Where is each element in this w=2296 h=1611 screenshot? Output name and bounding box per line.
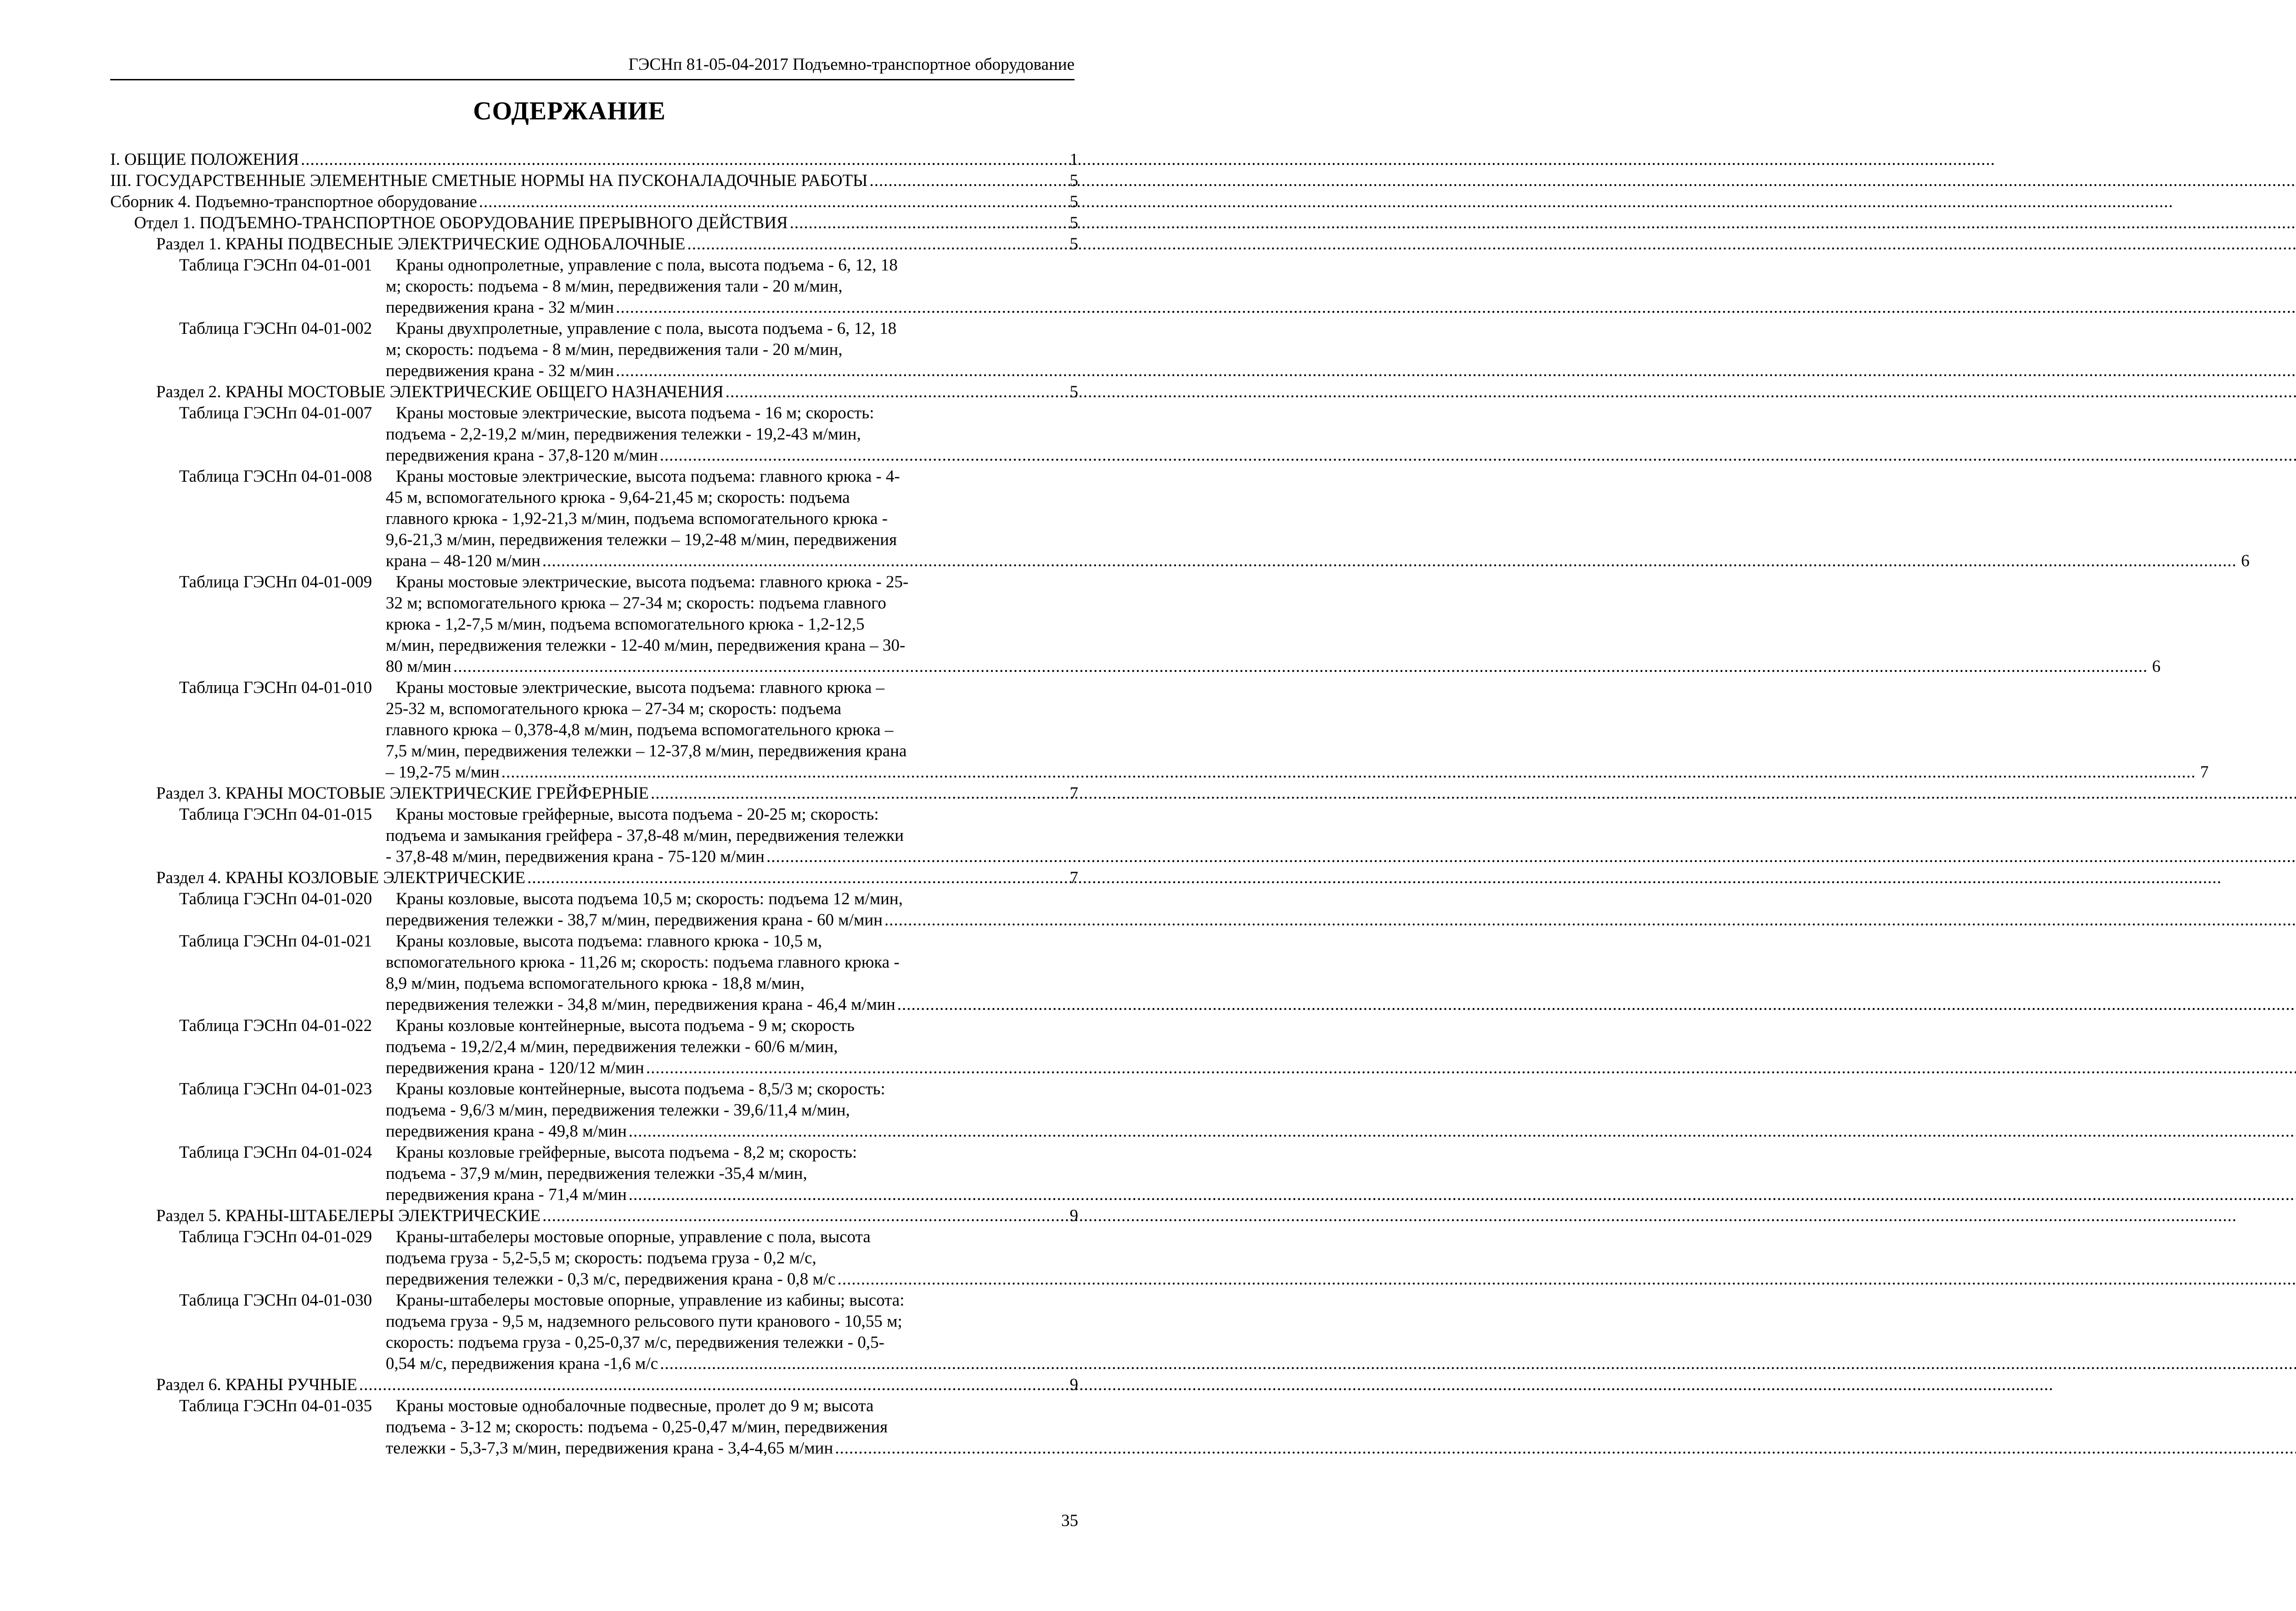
dot-leader (629, 1184, 2296, 1205)
page-title: СОДЕРЖАНИЕ (473, 97, 666, 125)
toc-entry[interactable] (110, 213, 1078, 234)
toc-table-desc (386, 255, 2296, 318)
toc-entry[interactable] (110, 234, 1078, 255)
dot-leader (646, 1058, 2296, 1079)
toc-table-code: Таблица ГЭСНп 04-01-007 (179, 404, 372, 422)
toc-table-desc-line: передвижения крана - 71,4 м/мин (386, 1185, 627, 1204)
toc-table-desc (386, 1227, 2296, 1290)
toc-entry-page: 9 (1069, 1206, 1078, 1225)
toc-entry-page: 1 (1069, 150, 1078, 169)
dot-leader (527, 867, 1065, 889)
dot-leader (835, 1438, 2296, 1459)
toc-table-desc (386, 1290, 2296, 1374)
toc-table-desc-line: передвижения крана - 120/12 м/мин (386, 1059, 644, 1077)
toc-table-code: Таблица ГЭСНп 04-01-021 (179, 932, 372, 951)
toc-entry-label: Раздел 4. КРАНЫ КОЗЛОВЫЕ ЭЛЕКТРИЧЕСКИЕ (156, 868, 526, 887)
toc-entry-page: 5 (1069, 383, 1078, 401)
dot-leader (687, 234, 1065, 255)
toc-table-code: Таблица ГЭСНп 04-01-030 (179, 1291, 372, 1310)
toc-entry-label: Раздел 3. КРАНЫ МОСТОВЫЕ ЭЛЕКТРИЧЕСКИЕ ГРЕЙФЕРНЫЕ (156, 784, 649, 803)
dot-leader (897, 994, 2296, 1015)
toc-table-code: Таблица ГЭСНп 04-01-035 (179, 1397, 372, 1415)
dot-leader (542, 1205, 1065, 1227)
running-header-text: ГЭСНп 81-05-04-2017 Подъемно-транспортное оборудование (628, 55, 1075, 74)
toc-table-code: Таблица ГЭСНп 04-01-020 (179, 890, 372, 908)
toc-table-desc-line: Краны однопролетные, управление с пола, высота подъема - 6, 12, 18 (396, 256, 898, 275)
dot-leader (660, 1353, 2296, 1374)
toc-table-desc-line: – 19,2-75 м/мин (386, 763, 500, 782)
toc-table-code: Таблица ГЭСНп 04-01-029 (179, 1228, 372, 1246)
dot-leader (629, 1121, 2296, 1142)
toc-table-desc-line: передвижения крана - 49,8 м/мин (386, 1122, 627, 1141)
toc-entry-label: Раздел 6. КРАНЫ РУЧНЫЕ (156, 1375, 357, 1394)
dot-leader (301, 149, 1065, 170)
toc-table-code: Таблица ГЭСНп 04-01-022 (179, 1016, 372, 1035)
toc-table-desc-line: Краны мостовые грейферные, высота подъема - 20-25 м; скорость: (396, 805, 879, 824)
toc-table-desc-line: 32 м; вспомогательного крюка – 27-34 м; скорость: подъема главного (386, 594, 886, 613)
dot-leader (869, 170, 1065, 192)
toc-table-desc-line: крюка - 1,2-7,5 м/мин, подъема вспомогательного крюка - 1,2-12,5 (386, 615, 865, 634)
toc-table-desc-line: м; скорость: подъема - 8 м/мин, передвижения тали - 20 м/мин, (386, 340, 843, 359)
dot-leader (479, 192, 1065, 213)
toc-table-entry[interactable] (110, 677, 2209, 783)
toc-table-desc-line: скорость: подъема груза - 0,25-0,37 м/с, передвижения тележки - 0,5- (386, 1333, 884, 1352)
toc-table-desc-line: Краны мостовые электрические, высота подъема: главного крюка – (396, 678, 884, 697)
toc-table-entry[interactable] (110, 1227, 1078, 1290)
toc-table-code: Таблица ГЭСНп 04-01-010 (179, 678, 372, 697)
toc-table-desc-line: подъема и замыкания грейфера - 37,8-48 м/мин, передвижения тележки (386, 826, 904, 845)
toc-table-entry[interactable] (110, 255, 1078, 318)
toc-entry[interactable] (110, 1374, 1078, 1396)
dot-leader (884, 910, 2296, 931)
dot-leader (766, 846, 2296, 867)
dot-leader (651, 783, 1065, 804)
toc-table-desc-line: подъема - 37,9 м/мин, передвижения тележки -35,4 м/мин, (386, 1164, 807, 1183)
toc-table-desc (386, 403, 2296, 466)
toc-entry[interactable] (110, 170, 1078, 192)
page-number: 35 (1061, 1511, 1078, 1530)
toc-entry-page: 5 (1069, 214, 1078, 232)
toc-table-entry[interactable] (110, 572, 2161, 677)
toc-table-entry[interactable] (110, 1142, 1078, 1205)
toc-table-desc (386, 804, 2296, 867)
running-header (110, 53, 1075, 80)
toc-table-desc-line: главного крюка – 0,378-4,8 м/мин, подъема вспомогательного крюка – (386, 721, 894, 739)
toc-table-desc-line: Краны-штабелеры мостовые опорные, управление с пола, высота (396, 1228, 871, 1246)
toc-table-desc-line: Краны двухпролетные, управление с пола, высота подъема - 6, 12, 18 (396, 319, 897, 338)
toc-table-entry[interactable] (110, 1396, 1078, 1459)
toc-entry-page: 5 (1069, 171, 1078, 190)
table-of-contents (110, 149, 2250, 1459)
toc-table-desc (386, 572, 2161, 677)
toc-table-desc-line: подъема - 2,2-19,2 м/мин, передвижения тележки - 19,2-43 м/мин, (386, 425, 861, 444)
toc-table-code: Таблица ГЭСНп 04-01-015 (179, 805, 372, 824)
toc-table-desc-line: подъема - 3-12 м; скорость: подъема - 0,25-0,47 м/мин, передвижения (386, 1418, 888, 1436)
dot-leader (453, 656, 2148, 677)
toc-table-desc-line: 80 м/мин (386, 657, 451, 676)
toc-table-desc (386, 466, 2250, 572)
toc-table-desc-line: передвижения тележки - 34,8 м/мин, передвижения крана - 46,4 м/мин (386, 995, 895, 1014)
toc-table-desc-line: передвижения крана - 32 м/мин (386, 361, 614, 380)
toc-entry-page: 5 (1069, 235, 1078, 253)
toc-table-desc-line: Краны мостовые однобалочные подвесные, пролет до 9 м; высота (396, 1397, 874, 1415)
dot-leader (838, 1269, 2296, 1290)
toc-table-desc (386, 931, 2296, 1015)
toc-table-entry[interactable] (110, 318, 1078, 382)
toc-entry-label: Раздел 5. КРАНЫ-ШТАБЕЛЕРЫ ЭЛЕКТРИЧЕСКИЕ (156, 1206, 541, 1225)
toc-table-desc-line: передвижения тележки - 38,7 м/мин, передвижения крана - 60 м/мин (386, 911, 883, 929)
toc-table-desc-line: 7,5 м/мин, передвижения тележки – 12-37,8 м/мин, передвижения крана (386, 742, 907, 760)
dot-leader (542, 551, 2237, 572)
toc-table-entry[interactable] (110, 889, 1078, 931)
toc-table-desc (386, 1079, 2296, 1142)
toc-entry-label: I. ОБЩИЕ ПОЛОЖЕНИЯ (110, 150, 299, 169)
toc-table-desc-line: подъема - 9,6/3 м/мин, передвижения тележки - 39,6/11,4 м/мин, (386, 1101, 850, 1120)
toc-table-desc-line: передвижения крана - 32 м/мин (386, 298, 614, 317)
toc-entry[interactable] (110, 783, 1078, 804)
toc-table-code: Таблица ГЭСНп 04-01-009 (179, 573, 372, 591)
toc-table-desc-line: Краны козловые грейферные, высота подъема - 8,2 м; скорость: (396, 1143, 857, 1162)
toc-table-desc-line: крана – 48-120 м/мин (386, 552, 540, 570)
dot-leader (616, 361, 2296, 382)
toc-table-desc-line: подъема - 19,2/2,4 м/мин, передвижения тележки - 60/6 м/мин, (386, 1037, 838, 1056)
toc-table-desc-line: Краны мостовые электрические, высота подъема: главного крюка - 4- (396, 467, 900, 486)
toc-entry[interactable] (110, 382, 1078, 403)
toc-table-desc (386, 1142, 2296, 1205)
toc-table-desc-line: передвижения крана - 37,8-120 м/мин (386, 446, 658, 465)
toc-table-code: Таблица ГЭСНп 04-01-008 (179, 467, 372, 486)
toc-table-desc-line: тележки - 5,3-7,3 м/мин, передвижения крана - 3,4-4,65 м/мин (386, 1439, 833, 1458)
toc-table-desc (386, 889, 2296, 931)
toc-table-desc-line: 25-32 м, вспомогательного крюка – 27-34 м; скорость: подъема (386, 699, 842, 718)
toc-entry[interactable] (110, 867, 1078, 889)
toc-table-desc-line: м; скорость: подъема - 8 м/мин, передвижения тали - 20 м/мин, (386, 277, 843, 296)
toc-entry-page: 7 (1069, 868, 1078, 887)
toc-table-desc-line: вспомогательного крюка - 11,26 м; скорость: подъема главного крюка - (386, 953, 900, 972)
toc-table-desc-line: передвижения тележки - 0,3 м/с, передвижения крана - 0,8 м/с (386, 1270, 836, 1289)
toc-table-desc-line: подъема груза - 5,2-5,5 м; скорость: подъема груза - 0,2 м/с, (386, 1249, 816, 1267)
toc-entry-label: Отдел 1. ПОДЪЕМНО-ТРАНСПОРТНОЕ ОБОРУДОВАНИЕ ПРЕРЫВНОГО ДЕЙСТВИЯ (134, 214, 788, 232)
toc-table-desc-line: 45 м, вспомогательного крюка - 9,64-21,45 м; скорость: подъема (386, 488, 850, 507)
toc-entry-label: Раздел 2. КРАНЫ МОСТОВЫЕ ЭЛЕКТРИЧЕСКИЕ ОБЩЕГО НАЗНАЧЕНИЯ (156, 383, 724, 401)
toc-table-desc-line: 0,54 м/с, передвижения крана -1,6 м/с (386, 1354, 658, 1373)
toc-table-desc-line: 8,9 м/мин, подъема вспомогательного крюка - 18,8 м/мин, (386, 974, 805, 993)
toc-table-desc-line: Краны мостовые электрические, высота подъема: главного крюка - 25- (396, 573, 909, 591)
toc-table-code: Таблица ГЭСНп 04-01-023 (179, 1080, 372, 1098)
toc-table-desc-line: м/мин, передвижения тележки - 12-40 м/мин, передвижения крана – 30- (386, 636, 906, 655)
toc-table-desc-line: Краны козловые, высота подъема: главного крюка - 10,5 м, (396, 932, 822, 951)
toc-entry-page: 5 (1069, 192, 1078, 211)
toc-table-code: Таблица ГЭСНп 04-01-001 (179, 256, 372, 275)
toc-table-desc-line: подъема груза - 9,5 м, надземного рельсового пути кранового - 10,55 м; (386, 1312, 902, 1331)
toc-entry-page: 6 (2152, 657, 2161, 676)
toc-entry-label: Раздел 1. КРАНЫ ПОДВЕСНЫЕ ЭЛЕКТРИЧЕСКИЕ ОДНОБАЛОЧНЫЕ (156, 235, 686, 253)
toc-table-desc-line: 9,6-21,3 м/мин, передвижения тележки – 19,2-48 м/мин, передвижения (386, 530, 897, 549)
dot-leader (501, 762, 2196, 783)
toc-table-desc-line: главного крюка - 1,92-21,3 м/мин, подъема вспомогательного крюка - (386, 509, 888, 528)
dot-leader (726, 382, 1065, 403)
toc-entry-label: III. ГОСУДАРСТВЕННЫЕ ЭЛЕМЕНТНЫЕ СМЕТНЫЕ НОРМЫ НА ПУСКОНАЛАДОЧНЫЕ РАБОТЫ (110, 171, 868, 190)
toc-entry-page: 6 (2241, 552, 2250, 570)
toc-table-entry[interactable] (110, 931, 1078, 1015)
toc-table-desc (386, 677, 2209, 783)
toc-table-entry[interactable] (110, 804, 1078, 867)
toc-table-desc-line: Краны козловые контейнерные, высота подъема - 8,5/3 м; скорость: (396, 1080, 885, 1098)
toc-entry[interactable] (110, 149, 1078, 170)
toc-table-desc (386, 1015, 2296, 1079)
toc-table-desc-line: - 37,8-48 м/мин, передвижения крана - 75-120 м/мин (386, 847, 765, 866)
toc-entry-page: 9 (1069, 1375, 1078, 1394)
toc-table-entry[interactable] (110, 1079, 1078, 1142)
toc-entry-label: Сборник 4. Подъемно-транспортное оборудование (110, 192, 477, 211)
toc-table-entry[interactable] (110, 1015, 1078, 1079)
toc-table-code: Таблица ГЭСНп 04-01-002 (179, 319, 372, 338)
dot-leader (790, 213, 1065, 234)
toc-entry[interactable] (110, 1205, 1078, 1227)
toc-table-desc (386, 318, 2296, 382)
toc-entry[interactable] (110, 192, 1078, 213)
toc-table-code: Таблица ГЭСНп 04-01-024 (179, 1143, 372, 1162)
toc-entry-page: 7 (1069, 784, 1078, 803)
toc-table-desc-line: Краны козловые, высота подъема 10,5 м; скорость: подъема 12 м/мин, (396, 890, 903, 908)
toc-entry-page: 7 (2200, 763, 2209, 782)
toc-table-desc (386, 1396, 2296, 1459)
dot-leader (616, 297, 2296, 318)
dot-leader (359, 1374, 1065, 1396)
toc-table-desc-line: Краны мостовые электрические, высота подъема - 16 м; скорость: (396, 404, 874, 422)
toc-table-entry[interactable] (110, 466, 2250, 572)
toc-table-entry[interactable] (110, 1290, 1078, 1374)
toc-table-desc-line: Краны-штабелеры мостовые опорные, управление из кабины; высота: (396, 1291, 905, 1310)
toc-table-desc-line: Краны козловые контейнерные, высота подъема - 9 м; скорость (396, 1016, 855, 1035)
dot-leader (660, 445, 2296, 466)
toc-table-entry[interactable] (110, 403, 1078, 466)
